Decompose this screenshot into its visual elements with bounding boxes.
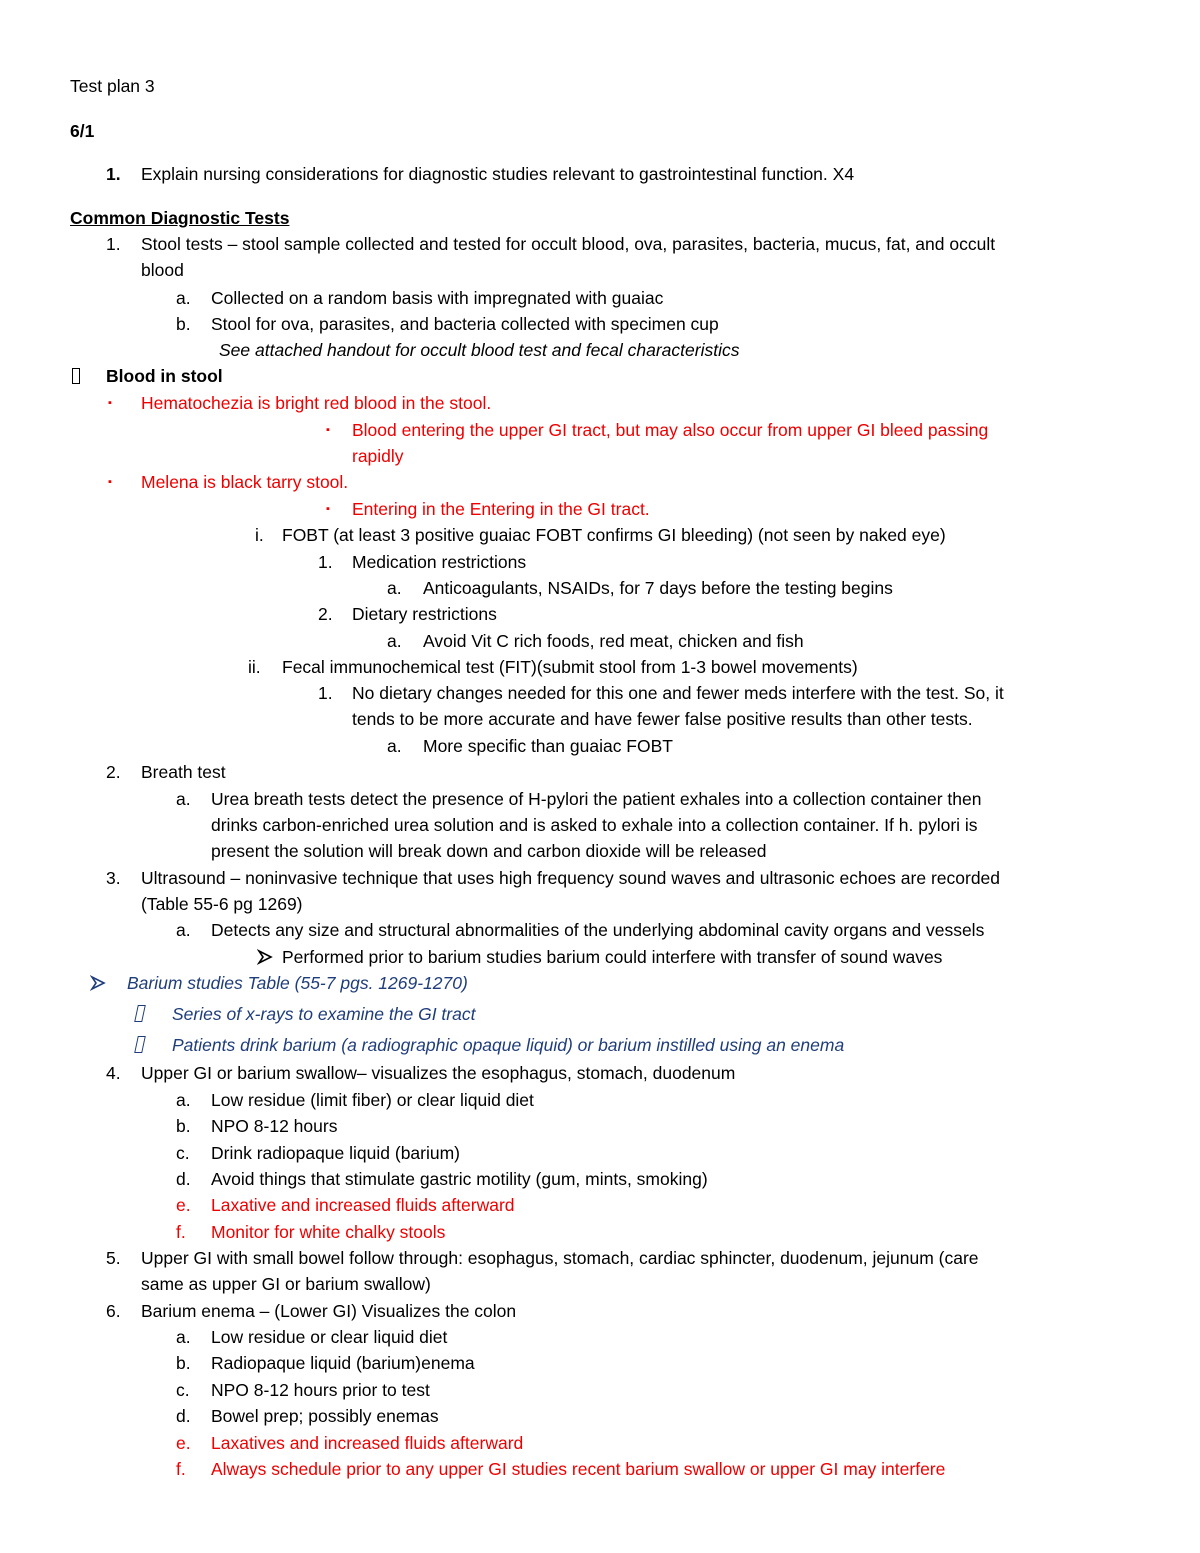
hematochezia-text: Hematochezia is bright red blood in the stool. xyxy=(141,393,492,413)
list-number: 5. xyxy=(106,1248,121,1268)
red-bullet-icon: ▪ xyxy=(108,397,112,409)
list-roman: i. xyxy=(255,525,264,545)
upper-gi-label: Upper GI or barium swallow– visualizes the esophagus, stomach, duodenum xyxy=(141,1063,736,1083)
red-bullet-icon: ▪ xyxy=(326,503,330,515)
missing-glyph-icon xyxy=(136,1002,144,1024)
square-bullet-icon xyxy=(72,365,80,387)
medication-item-a: Anticoagulants, NSAIDs, for 7 days before the testing begins xyxy=(423,578,893,598)
list-letter: a. xyxy=(387,736,402,756)
barium-enema-item: Bowel prep; possibly enemas xyxy=(211,1406,439,1426)
list-letter: e. xyxy=(176,1195,191,1215)
list-letter: d. xyxy=(176,1406,191,1426)
list-number: 2. xyxy=(106,762,121,782)
barium-enema-item: Radiopaque liquid (barium)enema xyxy=(211,1353,475,1373)
list-letter: a. xyxy=(176,288,191,308)
list-number: 4. xyxy=(106,1063,121,1083)
red-bullet-icon: ▪ xyxy=(326,424,330,436)
fobt-text: FOBT (at least 3 positive guaiac FOBT confirms GI bleeding) (not seen by naked eye) xyxy=(282,525,946,545)
barium-enema-item: Always schedule prior to any upper GI studies recent barium swallow or upper GI may interfere xyxy=(211,1459,946,1479)
upper-gi-item: NPO 8-12 hours xyxy=(211,1116,338,1136)
arrow-bullet-icon xyxy=(90,972,106,994)
breath-item-line3: present the solution will break down and carbon dioxide will be released xyxy=(211,841,767,861)
breath-item-line1: Urea breath tests detect the presence of H-pylori the patient exhales into a collection container then xyxy=(211,789,982,809)
medication-restrictions: Medication restrictions xyxy=(352,552,527,572)
ultrasound-line2: (Table 55-6 pg 1269) xyxy=(141,894,303,914)
arrow-bullet-icon xyxy=(257,946,273,968)
list-number: 1. xyxy=(318,683,333,703)
list-number: 1. xyxy=(318,552,333,572)
upper-gi-item: Monitor for white chalky stools xyxy=(211,1222,446,1242)
melena-sub: Entering in the Entering in the GI tract. xyxy=(352,499,650,519)
list-letter: a. xyxy=(387,578,402,598)
ultrasound-item-a: Detects any size and structural abnormalities of the underlying abdominal cavity organs and vessels xyxy=(211,920,985,940)
dietary-restrictions: Dietary restrictions xyxy=(352,604,497,624)
barium-enema-item: Laxatives and increased fluids afterward xyxy=(211,1433,524,1453)
section-heading: Common Diagnostic Tests xyxy=(70,208,290,228)
barium-enema-label: Barium enema – (Lower GI) Visualizes the colon xyxy=(141,1301,517,1321)
fit-text: Fecal immunochemical test (FIT)(submit stool from 1-3 bowel movements) xyxy=(282,657,858,677)
upper-gi-item: Drink radiopaque liquid (barium) xyxy=(211,1143,461,1163)
missing-glyph-icon xyxy=(136,1033,144,1055)
ultrasound-line1: Ultrasound – noninvasive technique that uses high frequency sound waves and ultrasonic echoes are recorded xyxy=(141,868,1001,888)
breath-item-line2: drinks carbon-enriched urea solution and is asked to exhale into a collection container. If h. pylori is xyxy=(211,815,978,835)
hematochezia-sub-line2: rapidly xyxy=(352,446,404,466)
handout-note: See attached handout for occult blood test and fecal characteristics xyxy=(219,340,740,360)
melena-text: Melena is black tarry stool. xyxy=(141,472,349,492)
stool-tests-line1: Stool tests – stool sample collected and tested for occult blood, ova, parasites, bacteria, mucus, fat, and occult xyxy=(141,234,996,254)
hematochezia-sub-line1: Blood entering the upper GI tract, but may also occur from upper GI bleed passing xyxy=(352,420,989,440)
list-letter: d. xyxy=(176,1169,191,1189)
stool-item-b: Stool for ova, parasites, and bacteria collected with specimen cup xyxy=(211,314,719,334)
list-letter: c. xyxy=(176,1143,190,1163)
list-roman: ii. xyxy=(248,657,261,677)
list-letter: a. xyxy=(176,1327,191,1347)
small-bowel-line1: Upper GI with small bowel follow through: esophagus, stomach, cardiac sphincter, duodenum, jejunum (care xyxy=(141,1248,979,1268)
list-letter: a. xyxy=(176,920,191,940)
list-number: 2. xyxy=(318,604,333,624)
barium-bullet-2: Patients drink barium (a radiographic opaque liquid) or barium instilled using an enema xyxy=(172,1035,845,1055)
list-letter: b. xyxy=(176,1116,191,1136)
barium-enema-item: NPO 8-12 hours prior to test xyxy=(211,1380,430,1400)
list-letter: a. xyxy=(176,1090,191,1110)
list-letter: e. xyxy=(176,1433,191,1453)
upper-gi-item: Avoid things that stimulate gastric motility (gum, mints, smoking) xyxy=(211,1169,708,1189)
dietary-item-a: Avoid Vit C rich foods, red meat, chicken and fish xyxy=(423,631,804,651)
list-letter: a. xyxy=(387,631,402,651)
red-bullet-icon: ▪ xyxy=(108,476,112,488)
list-letter: f. xyxy=(176,1459,186,1479)
blood-in-stool-heading: Blood in stool xyxy=(106,366,223,386)
list-number: 6. xyxy=(106,1301,121,1321)
list-number: 1. xyxy=(106,234,121,254)
barium-studies-label: Barium studies Table (55-7 pgs. 1269-1270) xyxy=(127,973,468,993)
stool-tests-line2: blood xyxy=(141,260,184,280)
breath-test-label: Breath test xyxy=(141,762,226,782)
document-title: Test plan 3 xyxy=(70,76,155,96)
list-number: 3. xyxy=(106,868,121,888)
list-letter: a. xyxy=(176,789,191,809)
date-heading: 6/1 xyxy=(70,121,95,141)
list-letter: f. xyxy=(176,1222,186,1242)
fit-item-line2: tends to be more accurate and have fewer false positive results than other tests. xyxy=(352,709,973,729)
small-bowel-line2: same as upper GI or barium swallow) xyxy=(141,1274,431,1294)
list-letter: c. xyxy=(176,1380,190,1400)
upper-gi-item: Low residue (limit fiber) or clear liquid diet xyxy=(211,1090,534,1110)
barium-bullet-1: Series of x-rays to examine the GI tract xyxy=(172,1004,476,1024)
ultrasound-arrow-text: Performed prior to barium studies barium could interfere with transfer of sound waves xyxy=(282,947,943,967)
objective-number: 1. xyxy=(106,164,121,184)
objective-text: Explain nursing considerations for diagnostic studies relevant to gastrointestinal function. X4 xyxy=(141,164,855,184)
fit-item-a: More specific than guaiac FOBT xyxy=(423,736,673,756)
barium-enema-item: Low residue or clear liquid diet xyxy=(211,1327,448,1347)
upper-gi-item: Laxative and increased fluids afterward xyxy=(211,1195,515,1215)
list-letter: b. xyxy=(176,1353,191,1373)
fit-item-line1: No dietary changes needed for this one and fewer meds interfere with the test. So, it xyxy=(352,683,1004,703)
stool-item-a: Collected on a random basis with impregnated with guaiac xyxy=(211,288,664,308)
list-letter: b. xyxy=(176,314,191,334)
